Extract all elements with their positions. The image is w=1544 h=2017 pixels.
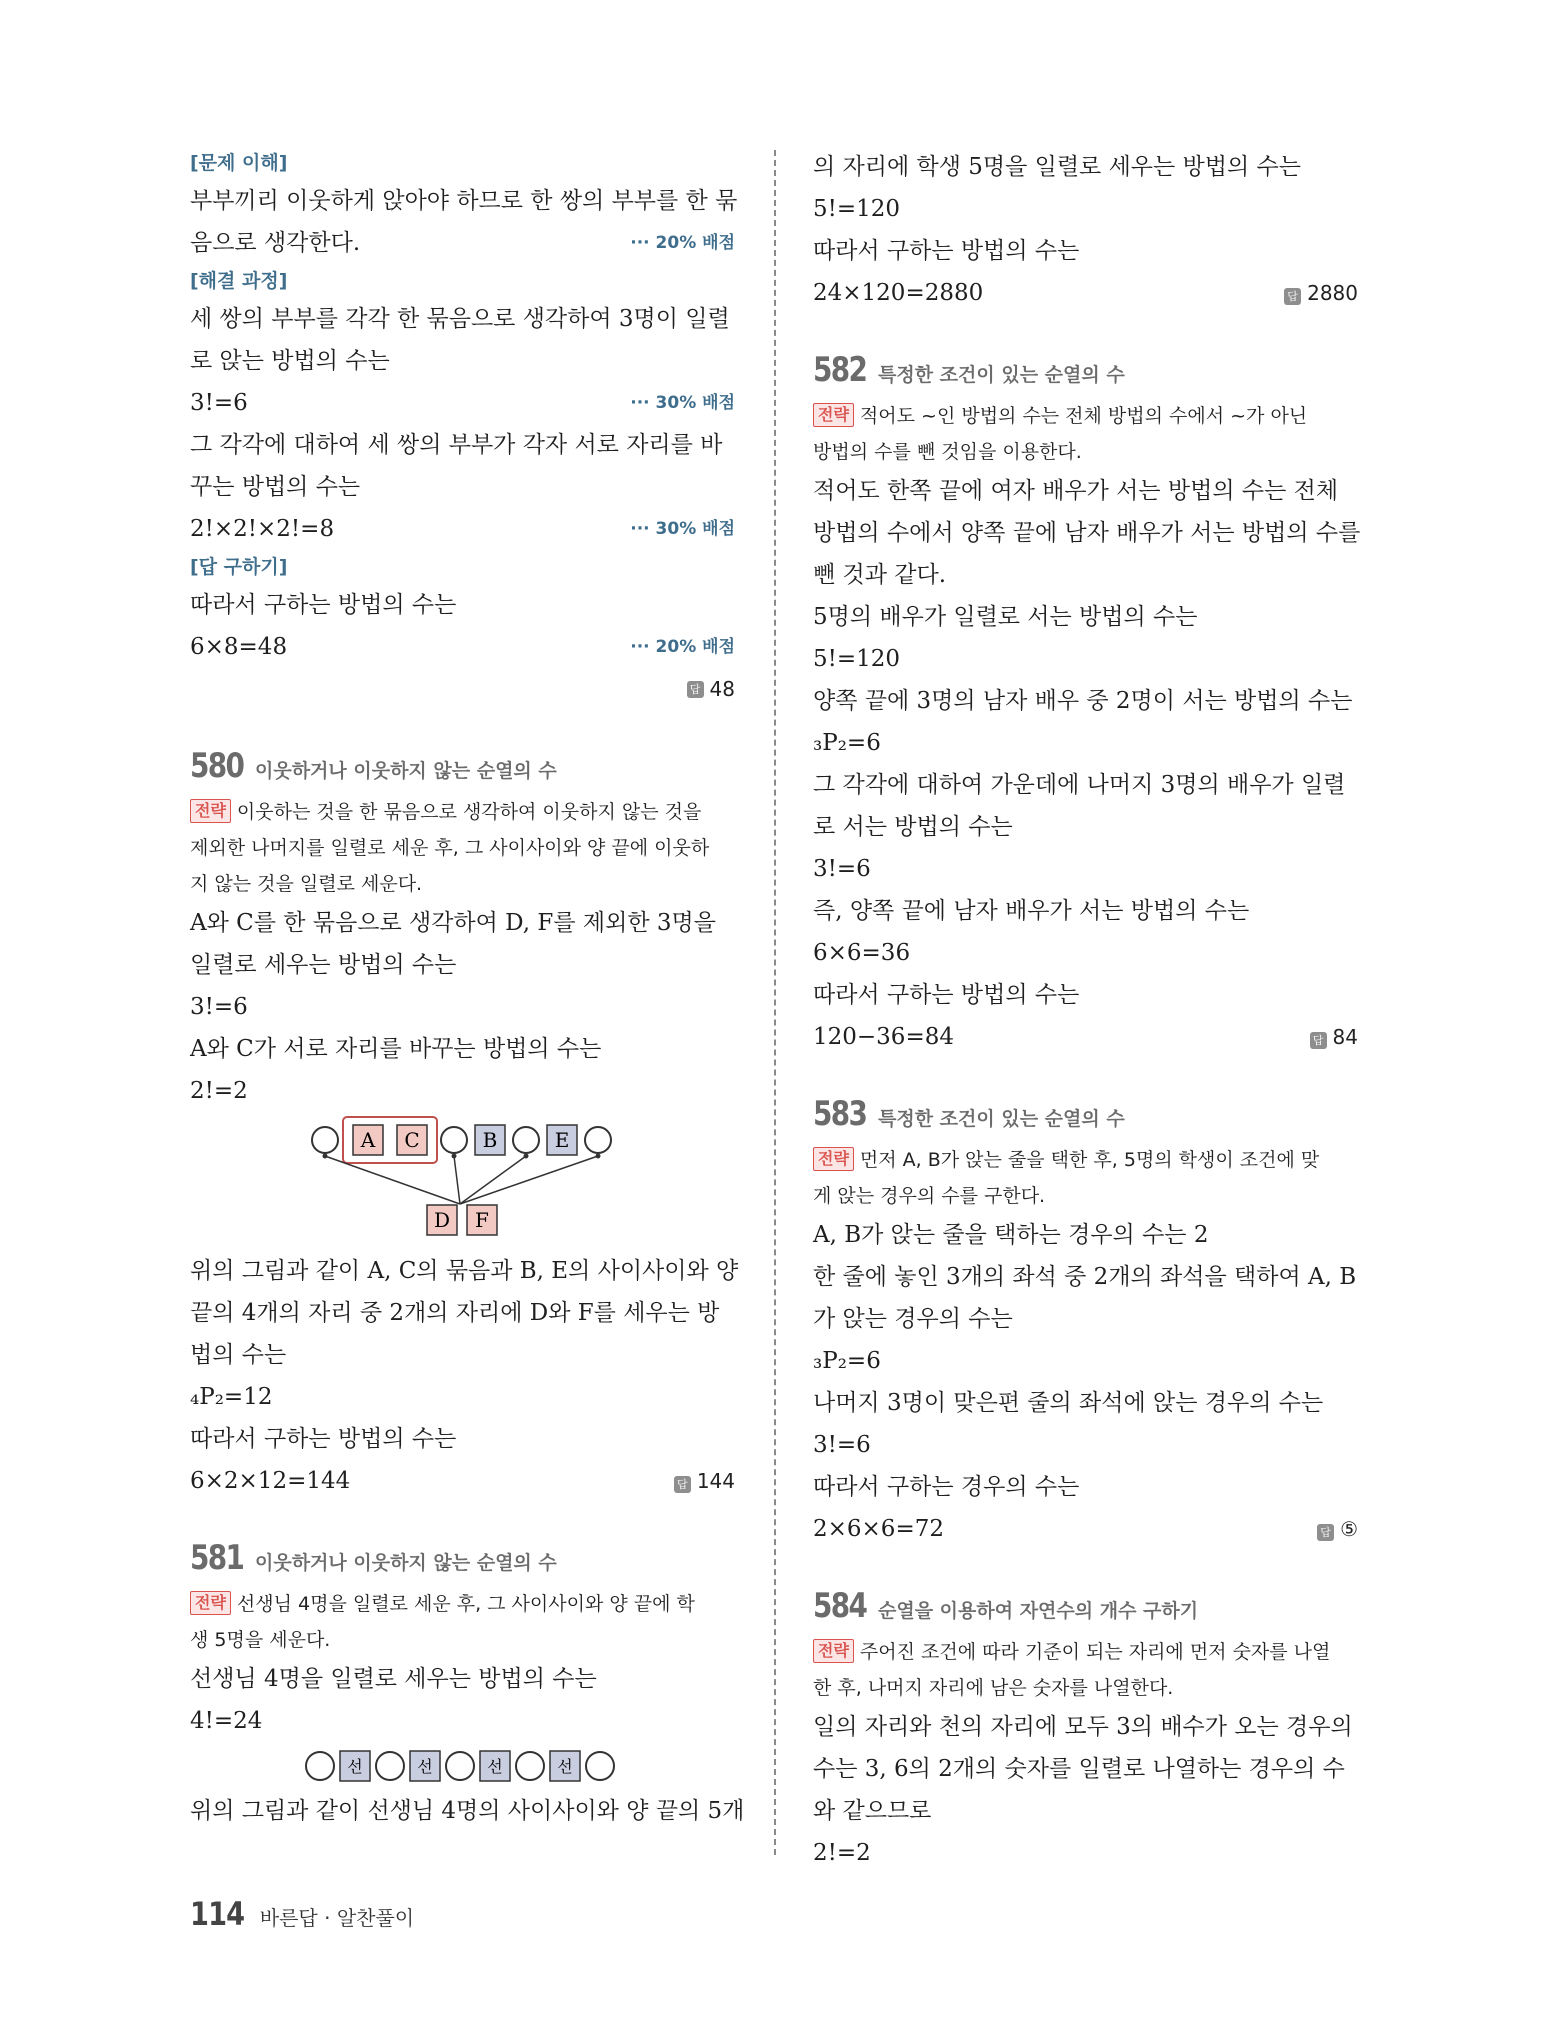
text-line <box>813 680 1358 722</box>
line-text: 적어도 한쪽 끝에 여자 배우가 서는 방법의 수는 전체 <box>813 478 1339 504</box>
text-line <box>813 1790 1358 1832</box>
strategy-text: 먼저 A, B가 앉는 줄을 택한 후, 5명의 학생이 조건에 맞 <box>859 1149 1320 1171</box>
line-text: 수는 3, 6의 2개의 숫자를 일렬로 나열하는 경우의 수 <box>813 1756 1345 1782</box>
text-line <box>813 188 1358 230</box>
line-text: 2×6×6=72 <box>813 1516 944 1542</box>
problem-heading <box>813 1586 1358 1630</box>
column-divider <box>774 150 776 1855</box>
footer-title: 바른답 · 알찬풀이 <box>259 1906 415 1930</box>
text-line <box>190 1334 735 1376</box>
line-text: 로 서는 방법의 수는 <box>813 814 1013 840</box>
empty-slot-circle <box>585 1127 611 1153</box>
arrow-line <box>454 1156 460 1204</box>
person-label: E <box>554 1128 570 1152</box>
answer-icon: 답 <box>1310 1032 1327 1049</box>
strategy-text: 방법의 수를 뺀 것임을 이용한다. <box>813 441 1082 463</box>
student-slot-circle <box>516 1752 544 1780</box>
problem-heading <box>813 1094 1358 1138</box>
line-text: 즉, 양쪽 끝에 남자 배우가 서는 방법의 수는 <box>813 898 1250 924</box>
answer-mark <box>1284 272 1358 314</box>
person-label: A <box>360 1128 376 1152</box>
text-line <box>813 1256 1358 1298</box>
text-line <box>190 424 735 466</box>
text-line <box>190 1376 735 1418</box>
line-text: 한 줄에 놓인 3개의 좌석 중 2개의 좌석을 택하여 A, B <box>813 1264 1357 1290</box>
text-line <box>190 1658 735 1700</box>
text-line <box>190 382 735 424</box>
line-text: 따라서 구하는 방법의 수는 <box>813 982 1080 1008</box>
text-line <box>813 146 1358 188</box>
answer-value: 84 <box>1332 1025 1358 1049</box>
answer-icon: 답 <box>1317 1524 1334 1541</box>
section-tag: [답 구하기] <box>190 556 288 578</box>
line-text: 3!=6 <box>190 994 248 1020</box>
teacher-label: 선 <box>557 1757 573 1776</box>
score-note: ··· 30% 배점 <box>630 519 735 539</box>
line-text: 3!=6 <box>190 390 248 416</box>
strategy-line <box>813 398 1358 434</box>
text-line <box>813 890 1358 932</box>
line-text: 따라서 구하는 경우의 수는 <box>813 1474 1080 1500</box>
line-text: ₃P₂=6 <box>813 1348 881 1374</box>
line-text: 세 쌍의 부부를 각각 한 묶음으로 생각하여 3명이 일렬 <box>190 306 730 332</box>
line-text: 뺀 것과 같다. <box>813 562 947 588</box>
strategy-text: 지 않는 것을 일렬로 세운다. <box>190 873 423 895</box>
section-tag: [해결 과정] <box>190 270 288 292</box>
bottom-person-label: D <box>433 1208 451 1232</box>
line-text: 2!=2 <box>813 1840 871 1866</box>
strategy-text: 생 5명을 세운다. <box>190 1629 331 1651</box>
text-line <box>813 596 1358 638</box>
text-line <box>813 806 1358 848</box>
line-text: 가 앉는 경우의 수는 <box>813 1306 1013 1332</box>
text-line <box>813 1016 1358 1058</box>
figure-581-svg <box>190 1742 735 1790</box>
answer-mark <box>1317 1508 1358 1550</box>
person-label: B <box>482 1128 498 1152</box>
strategy-text: 이웃하는 것을 한 묶음으로 생각하여 이웃하지 않는 것을 <box>236 801 702 823</box>
text-line <box>813 470 1358 512</box>
strategy-text: 적어도 ~인 방법의 수는 전체 방법의 수에서 ~가 아닌 <box>859 405 1308 427</box>
text-line <box>190 1418 735 1460</box>
text-line <box>190 1250 739 1292</box>
line-text: 120−36=84 <box>813 1024 954 1050</box>
strategy-text: 한 후, 나머지 자리에 남은 숫자를 나열한다. <box>813 1677 1174 1699</box>
text-line <box>813 974 1358 1016</box>
text-line <box>190 298 735 340</box>
text-line <box>190 508 735 550</box>
teacher-label: 선 <box>347 1757 363 1776</box>
strategy-text: 제외한 나머지를 일렬로 세운 후, 그 사이사이와 양 끝에 이웃하 <box>190 837 710 859</box>
answer-value: 2880 <box>1307 281 1358 305</box>
text-line <box>190 1790 745 1832</box>
problem-number: 583 <box>813 1094 867 1134</box>
line-text: 6×2×12=144 <box>190 1468 351 1494</box>
text-line <box>813 1706 1358 1748</box>
text-line <box>813 1298 1358 1340</box>
answer-value: 144 <box>696 1469 735 1493</box>
line-text: 부부끼리 이웃하게 앉아야 하므로 한 쌍의 부부를 한 묶 <box>190 188 738 214</box>
right-column <box>813 146 1361 1874</box>
line-text: 양쪽 끝에 3명의 남자 배우 중 2명이 서는 방법의 수는 <box>813 688 1353 714</box>
text-line <box>813 1508 1358 1550</box>
problem-title: 이웃하거나 이웃하지 않는 순열의 수 <box>254 1552 557 1574</box>
strategy-badge: 전략 <box>813 1639 854 1663</box>
page-footer <box>190 1895 414 1933</box>
left-column <box>190 146 745 1832</box>
line-text: 2!=2 <box>190 1078 248 1104</box>
line-text: 그 각각에 대하여 가운데에 나머지 3명의 배우가 일렬 <box>813 772 1346 798</box>
text-line <box>813 1340 1358 1382</box>
problem-heading <box>813 350 1358 394</box>
line-text: A, B가 앉는 줄을 택하는 경우의 수는 2 <box>813 1222 1209 1248</box>
problem-title: 특정한 조건이 있는 순열의 수 <box>877 1108 1125 1130</box>
bottom-person-label: F <box>475 1208 489 1232</box>
line-text: 5명의 배우가 일렬로 서는 방법의 수는 <box>813 604 1198 630</box>
line-text: 선생님 4명을 일렬로 세우는 방법의 수는 <box>190 1666 597 1692</box>
line-text: 음으로 생각한다. <box>190 230 361 256</box>
arrow-head <box>323 1154 328 1159</box>
text-line <box>190 180 738 222</box>
strategy-badge: 전략 <box>190 1591 231 1615</box>
section-tag: [문제 이해] <box>190 152 288 174</box>
line-text: 위의 그림과 같이 A, C의 묶음과 B, E의 사이사이와 양 <box>190 1258 739 1284</box>
strategy-text: 주어진 조건에 따라 기준이 되는 자리에 먼저 숫자를 나열 <box>859 1641 1331 1663</box>
text-line <box>190 222 735 264</box>
line-text: 방법의 수에서 양쪽 끝에 남자 배우가 서는 방법의 수를 <box>813 520 1361 546</box>
arrow-head <box>524 1154 529 1159</box>
answer-mark <box>674 1460 735 1502</box>
text-line <box>813 230 1358 272</box>
problem-number: 584 <box>813 1586 867 1626</box>
problem-heading <box>190 746 735 790</box>
strategy-line <box>813 1142 1358 1178</box>
score-note: ··· 20% 배점 <box>630 233 735 253</box>
empty-slot-circle <box>513 1127 539 1153</box>
text-line <box>813 1832 1358 1874</box>
strategy-line <box>190 794 735 830</box>
text-line <box>813 512 1361 554</box>
figure-580-svg <box>190 1112 735 1250</box>
text-line <box>190 584 735 626</box>
text-line <box>813 848 1358 890</box>
answer-line <box>190 668 735 710</box>
answer-mark <box>1310 1016 1358 1058</box>
figure-581-arrangement <box>190 1742 735 1790</box>
arrow-head <box>596 1154 601 1159</box>
problem-title: 이웃하거나 이웃하지 않는 순열의 수 <box>254 760 557 782</box>
answer-value: ⑤ <box>1340 1517 1358 1541</box>
text-line <box>813 554 1358 596</box>
line-text: A와 C를 한 묶음으로 생각하여 D, F를 제외한 3명을 <box>190 910 716 936</box>
line-text: ₃P₂=6 <box>813 730 881 756</box>
line-text: 일렬로 세우는 방법의 수는 <box>190 952 457 978</box>
line-text: 꾸는 방법의 수는 <box>190 474 361 500</box>
text-line <box>813 1466 1358 1508</box>
line-text: 와 같으므로 <box>813 1798 932 1824</box>
text-line <box>190 944 735 986</box>
strategy-text: 선생님 4명을 일렬로 세운 후, 그 사이사이와 양 끝에 학 <box>236 1593 695 1615</box>
line-text: 위의 그림과 같이 선생님 4명의 사이사이와 양 끝의 5개 <box>190 1798 745 1824</box>
text-line <box>813 1214 1358 1256</box>
student-slot-circle <box>446 1752 474 1780</box>
line-text: 5!=120 <box>813 196 901 222</box>
line-text: 따라서 구하는 방법의 수는 <box>190 1426 457 1452</box>
student-slot-circle <box>376 1752 404 1780</box>
line-text: 24×120=2880 <box>813 280 984 306</box>
arrow-line <box>460 1156 598 1204</box>
text-line <box>190 1700 735 1742</box>
page-number: 114 <box>190 1895 245 1933</box>
strategy-badge: 전략 <box>813 1147 854 1171</box>
arrow-head <box>452 1154 457 1159</box>
answer-icon: 답 <box>1284 288 1301 305</box>
answer-value: 48 <box>709 677 735 701</box>
strategy-line <box>190 1586 735 1622</box>
line-text: 끝의 4개의 자리 중 2개의 자리에 D와 F를 세우는 방 <box>190 1300 720 1326</box>
line-text: 3!=6 <box>813 856 871 882</box>
text-line <box>813 764 1358 806</box>
text-line <box>190 1460 735 1502</box>
line-text: 3!=6 <box>813 1432 871 1458</box>
score-note: ··· 20% 배점 <box>630 637 735 657</box>
strategy-text: 게 앉는 경우의 수를 구한다. <box>813 1185 1046 1207</box>
score-note: ··· 30% 배점 <box>630 393 735 413</box>
line-text: 법의 수는 <box>190 1342 287 1368</box>
line-text: 5!=120 <box>813 646 901 672</box>
problem-number: 582 <box>813 350 867 390</box>
problem-number: 580 <box>190 746 244 786</box>
text-line <box>813 638 1358 680</box>
text-line <box>190 626 735 668</box>
text-line <box>813 932 1358 974</box>
text-line <box>190 1292 735 1334</box>
teacher-label: 선 <box>487 1757 503 1776</box>
text-line <box>190 902 735 944</box>
line-text: A와 C가 서로 자리를 바꾸는 방법의 수는 <box>190 1036 602 1062</box>
text-line <box>190 340 735 382</box>
strategy-badge: 전략 <box>190 799 231 823</box>
arrow-line <box>460 1156 526 1204</box>
line-text: 그 각각에 대하여 세 쌍의 부부가 각자 서로 자리를 바 <box>190 432 723 458</box>
problem-number: 581 <box>190 1538 244 1578</box>
line-text: 따라서 구하는 방법의 수는 <box>813 238 1080 264</box>
strategy-line <box>813 1634 1358 1670</box>
line-text: 6×8=48 <box>190 634 288 660</box>
problem-title: 특정한 조건이 있는 순열의 수 <box>877 364 1125 386</box>
line-text: 로 앉는 방법의 수는 <box>190 348 390 374</box>
problem-title: 순열을 이용하여 자연수의 개수 구하기 <box>877 1600 1199 1622</box>
teacher-label: 선 <box>417 1757 433 1776</box>
line-text: 의 자리에 학생 5명을 일렬로 세우는 방법의 수는 <box>813 154 1301 180</box>
strategy-badge: 전략 <box>813 403 854 427</box>
text-line <box>813 272 1358 314</box>
text-line <box>190 466 735 508</box>
problem-heading <box>190 1538 735 1582</box>
person-label: C <box>404 1128 420 1152</box>
text-line <box>190 1070 735 1112</box>
line-text: 따라서 구하는 방법의 수는 <box>190 592 457 618</box>
empty-slot-circle <box>312 1127 338 1153</box>
text-line <box>813 1424 1358 1466</box>
answer-icon: 답 <box>674 1476 691 1493</box>
line-text: 일의 자리와 천의 자리에 모두 3의 배수가 오는 경우의 <box>813 1714 1353 1740</box>
line-text: 나머지 3명이 맞은편 줄의 좌석에 앉는 경우의 수는 <box>813 1390 1324 1416</box>
line-text: 4!=24 <box>190 1708 263 1734</box>
figure-580-arrangement <box>190 1112 735 1250</box>
student-slot-circle <box>306 1752 334 1780</box>
line-text: 6×6=36 <box>813 940 911 966</box>
line-text: 2!×2!×2!=8 <box>190 516 335 542</box>
text-line <box>813 722 1358 764</box>
student-slot-circle <box>586 1752 614 1780</box>
empty-slot-circle <box>441 1127 467 1153</box>
text-line <box>190 986 735 1028</box>
text-line <box>813 1382 1358 1424</box>
text-line <box>190 1028 735 1070</box>
text-line <box>813 1748 1358 1790</box>
line-text: ₄P₂=12 <box>190 1384 273 1410</box>
answer-icon: 답 <box>687 681 704 698</box>
